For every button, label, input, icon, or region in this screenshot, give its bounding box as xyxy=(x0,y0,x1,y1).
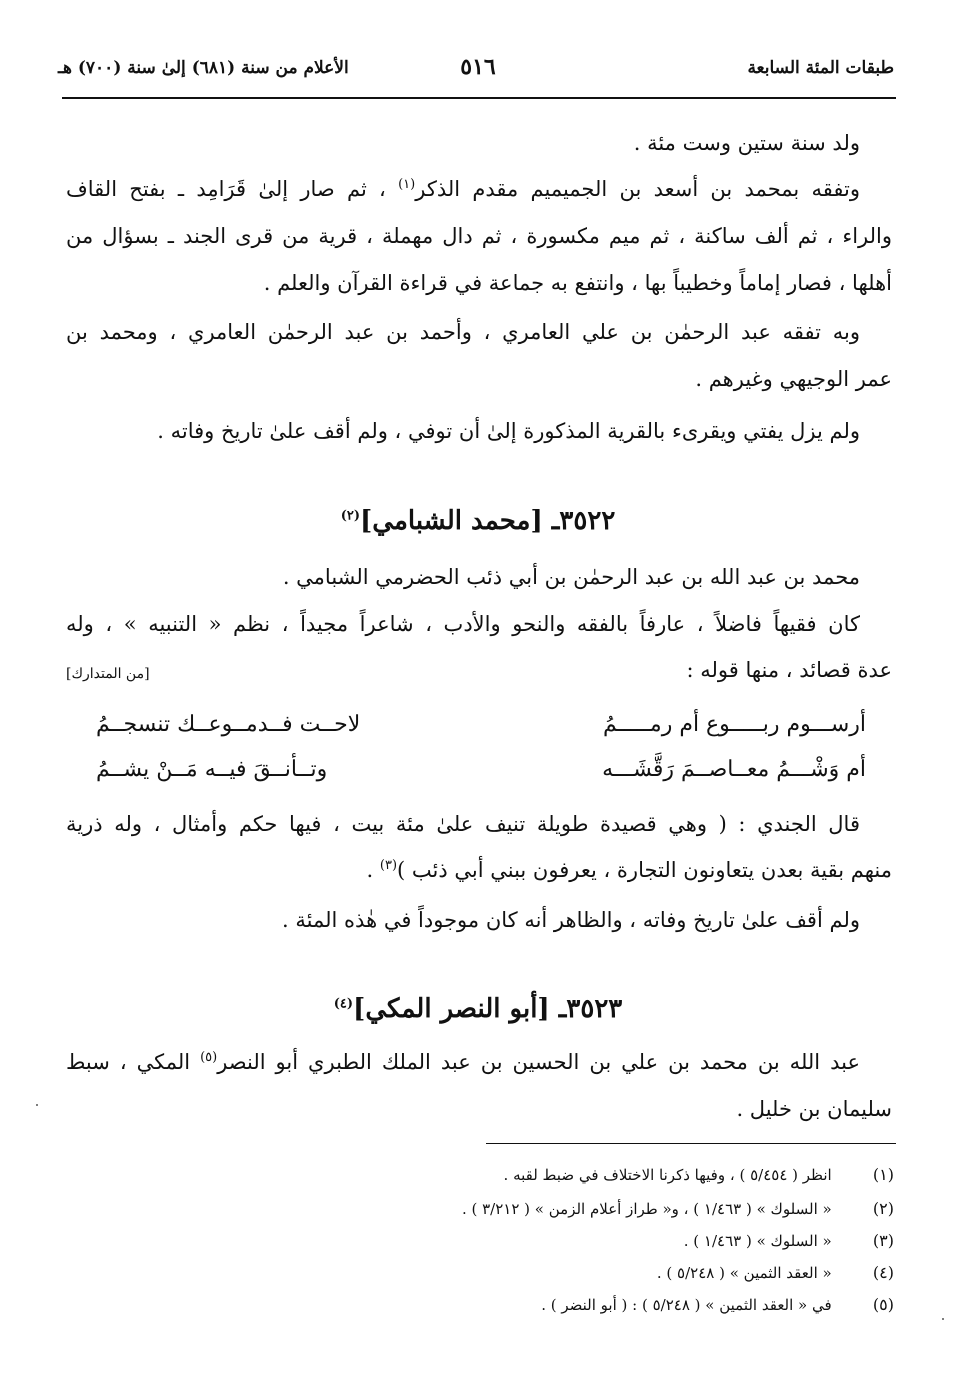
body-line: محمد بن عبد الله بن عبد الرحمٰن بن أبي ذئب الحضرمي الشبامي . xyxy=(282,565,860,589)
footnote-ref: (٣) xyxy=(379,858,398,873)
page-number: ٥١٦ xyxy=(460,54,496,80)
body-text: ، ثم صار إلىٰ قَرَامِد ـ بفتح القاف xyxy=(66,177,386,201)
scan-speck xyxy=(36,1104,38,1106)
entry-title-text: ٣٥٢٣ـ [أبو النصر المكي] xyxy=(353,994,623,1024)
verse-hemistich: أرســـوم ربـــــوع أم رمـــــمُ xyxy=(603,712,866,737)
body-text: المكي ، سبط xyxy=(66,1050,191,1074)
footnote-ref: (٤) xyxy=(333,996,354,1012)
footnote-text: « السلوك » ( ١/٤٦٣ ) ، و« طراز أعلام الزمن » ( ٣/٢١٢ ) . xyxy=(461,1200,832,1218)
body-text: منهم بقية بعدن يتعاونون التجارة ، يعرفون ببني أبي ذئب ) xyxy=(397,858,892,882)
entry-title xyxy=(0,506,956,536)
footnote-ref: (٥) xyxy=(200,1050,218,1065)
verse-hemistich: وتــأنــقَ فيــه مَــنْ يشــمُ xyxy=(96,757,328,782)
running-header-book-title: طبقات المئة السابعة xyxy=(747,58,894,78)
footnote-text: « العقد الثمين » ( ٥/٢٤٨ ) . xyxy=(656,1264,832,1282)
footnote-ref: (٢) xyxy=(340,508,360,524)
body-text: عبد الله بن محمد بن علي بن الحسين بن عبد الملك الطبري أبو النصر xyxy=(217,1050,860,1074)
body-line: سليمان بن خليل . xyxy=(736,1097,892,1121)
footnote xyxy=(60,1295,894,1314)
poetic-meter-label: [من المتدارك] xyxy=(66,666,150,682)
entry-title xyxy=(0,994,956,1024)
verse-hemistich: أم وَشْـــمُ معــاصــمَ رَقَّشَـــه xyxy=(602,757,866,782)
footnote-number: (٤) xyxy=(872,1263,894,1282)
body-text: . xyxy=(366,858,374,882)
body-line: عمر الوجيهي وغيرهم . xyxy=(695,367,892,391)
footnote-number: (١) xyxy=(872,1165,894,1184)
body-line: ولم يزل يفتي ويقرىء بالقرية المذكورة إلىٰ أن توفي ، ولم أقف علىٰ تاريخ وفاته . xyxy=(157,419,860,443)
footnote-text: في « العقد الثمين » ( ٥/٢٤٨ ) : ( أبو النضر ) . xyxy=(541,1296,832,1314)
body-line: ولم أقف علىٰ تاريخ وفاته ، والظاهر أنه كان موجوداً في هٰذه المئة . xyxy=(282,908,860,932)
footnote xyxy=(60,1199,894,1218)
footnote-rule xyxy=(486,1143,896,1144)
footnote-text: انظر ( ٥/٤٥٤ ) ، وفيها ذكرنا الاختلاف في ضبط لقبه . xyxy=(503,1166,832,1184)
body-line: ولد سنة ستين وست مئة . xyxy=(633,131,860,155)
footnote xyxy=(60,1165,894,1184)
footnote-number: (٥) xyxy=(872,1295,894,1314)
body-line: وبه تفقه عبد الرحمٰن بن علي العامري ، وأحمد بن عبد الرحمٰن العامري ، ومحمد بن xyxy=(66,320,860,344)
body-line: عدة قصائد ، منها قوله : xyxy=(686,658,892,682)
header-rule xyxy=(62,97,896,99)
footnote-number: (٣) xyxy=(872,1231,894,1250)
footnote xyxy=(60,1231,894,1250)
scan-speck xyxy=(942,1318,944,1320)
footnote-number: (٢) xyxy=(872,1199,894,1218)
body-line xyxy=(66,179,860,200)
body-line: والراء ، ثم ألف ساكنة ، ثم ميم مكسورة ، ثم دال مهملة ، قرية من قرى الجند ـ بسؤال من xyxy=(66,224,892,248)
body-text: وتفقه بمحمد بن أسعد بن الجميميم مقدم الذكر xyxy=(415,177,860,201)
entry-title-text: ٣٥٢٢ـ [محمد الشبامي] xyxy=(360,506,616,536)
body-line xyxy=(66,860,892,881)
body-line: قال الجندي : ( وهي قصيدة طويلة تنيف علىٰ مئة بيت ، فيها حكم وأمثال ، وله ذرية xyxy=(66,812,860,836)
body-line xyxy=(66,1052,860,1073)
footnote-ref: (١) xyxy=(398,177,416,192)
verse-hemistich: لاحــت فــدمــوعــك تنسجــمُ xyxy=(96,712,361,737)
body-line: أهلها ، فصار إماماً وخطيباً بها ، وانتفع به جماعة في قراءة القرآن والعلم . xyxy=(263,271,892,295)
running-header-section: الأعلام من سنة (٦٨١) إلىٰ سنة (٧٠٠) هـ xyxy=(58,58,349,78)
footnote-text: « السلوك » ( ١/٤٦٣ ) . xyxy=(683,1232,832,1250)
body-line: كان فقيهاً فاضلاً ، عارفاً بالفقه والنحو والأدب ، شاعراً مجيداً ، نظم « التنبيه » ، وله xyxy=(66,612,860,636)
footnote xyxy=(60,1263,894,1282)
